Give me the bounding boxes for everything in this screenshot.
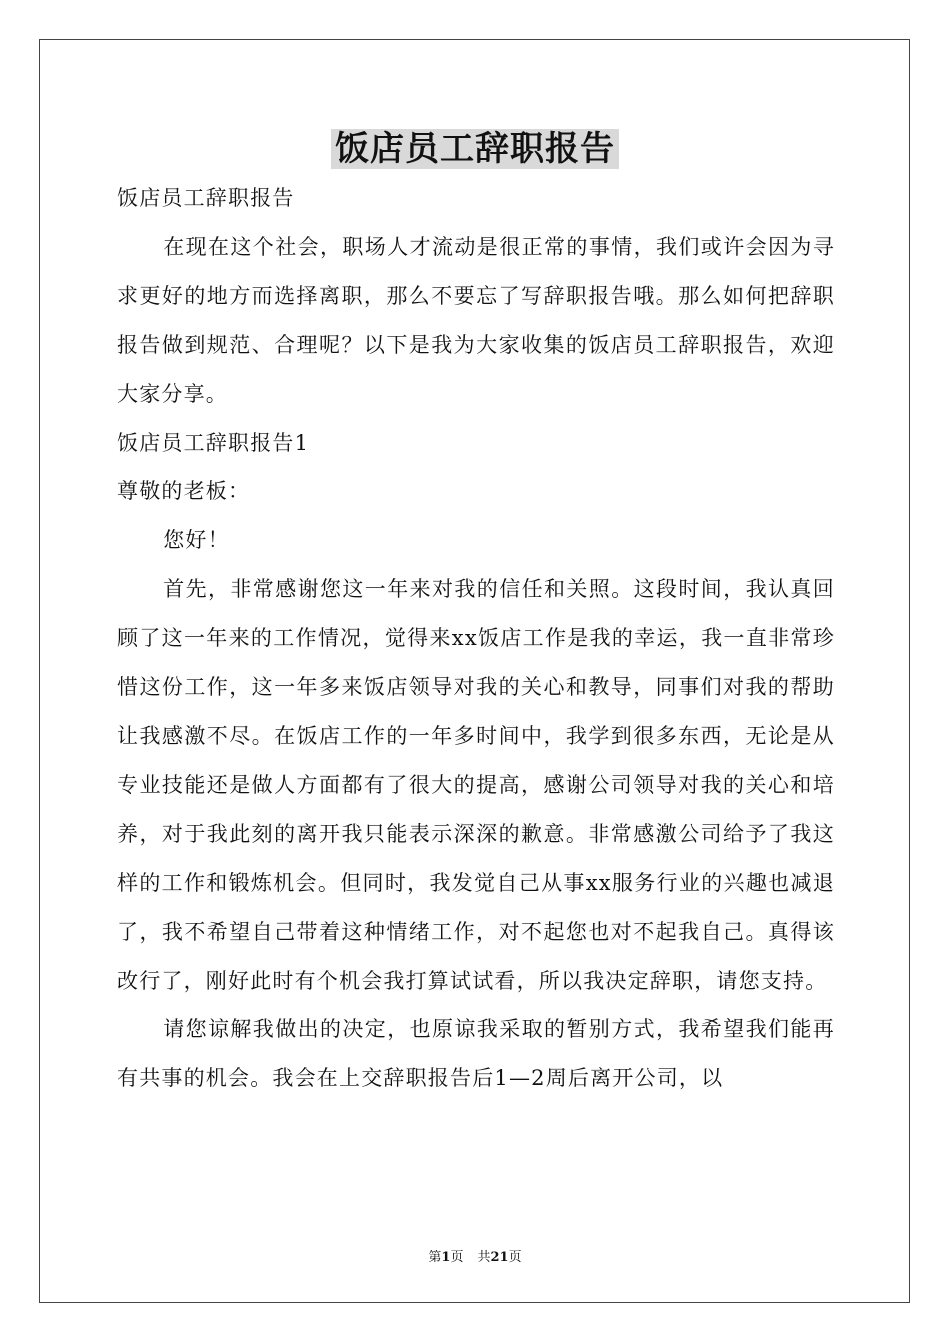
body-paragraph-1: 首先，非常感谢您这一年来对我的信任和关照。这段时间，我认真回顾了这一年来的工作情况，觉得来xx饭店工作是我的幸运，我一直非常珍惜这份工作，这一年多来饭店领导对我的关心和教导，同事们对我的帮助让我感激不尽。在饭店工作的一年多时间中，我学到很多东西，无论是从专业技能还是做人方面都有了很大的提高，感谢公司领导对我的关心和培养，对于我此刻的离开我只能表示深深的歉意。非常感激公司给予了我这样的工作和锻炼机会。但同时，我发觉自己从事xx服务行业的兴趣也减退了，我不希望自己带着这种情绪工作，对不起您也对不起我自己。真得该改行了，刚好此时有个机会我打算试试看，所以我决定辞职，请您支持。 <box>117 577 835 993</box>
salutation: 尊敬的老板： <box>117 479 251 504</box>
page-number: 1 <box>441 1250 451 1265</box>
document-title-text: 饭店员工辞职报告 <box>331 129 619 169</box>
intro-paragraph: 在现在这个社会，职场人才流动是很正常的事情，我们或许会因为寻求更好的地方而选择离职，那么不要忘了写辞职报告哦。那么如何把辞职报告做到规范、合理呢？以下是我为大家收集的饭店员工辞职报告，欢迎大家分享。 <box>117 234 835 406</box>
total-pages: 21 <box>490 1250 509 1265</box>
total-suffix: 页 <box>508 1250 522 1265</box>
document-body <box>117 174 835 1103</box>
subtitle: 饭店员工辞职报告 <box>117 186 295 210</box>
page-suffix: 页 <box>450 1250 464 1265</box>
page-prefix: 第 <box>428 1250 442 1265</box>
document-title <box>0 124 950 174</box>
greeting: 您好！ <box>163 528 230 553</box>
page-footer <box>0 1250 950 1266</box>
section-heading: 饭店员工辞职报告1 <box>117 430 310 455</box>
total-prefix: 共 <box>477 1250 491 1265</box>
body-paragraph-2: 请您谅解我做出的决定，也原谅我采取的暂别方式，我希望我们能再有共事的机会。我会在上交辞职报告后1—2周后离开公司，以 <box>117 1017 835 1091</box>
